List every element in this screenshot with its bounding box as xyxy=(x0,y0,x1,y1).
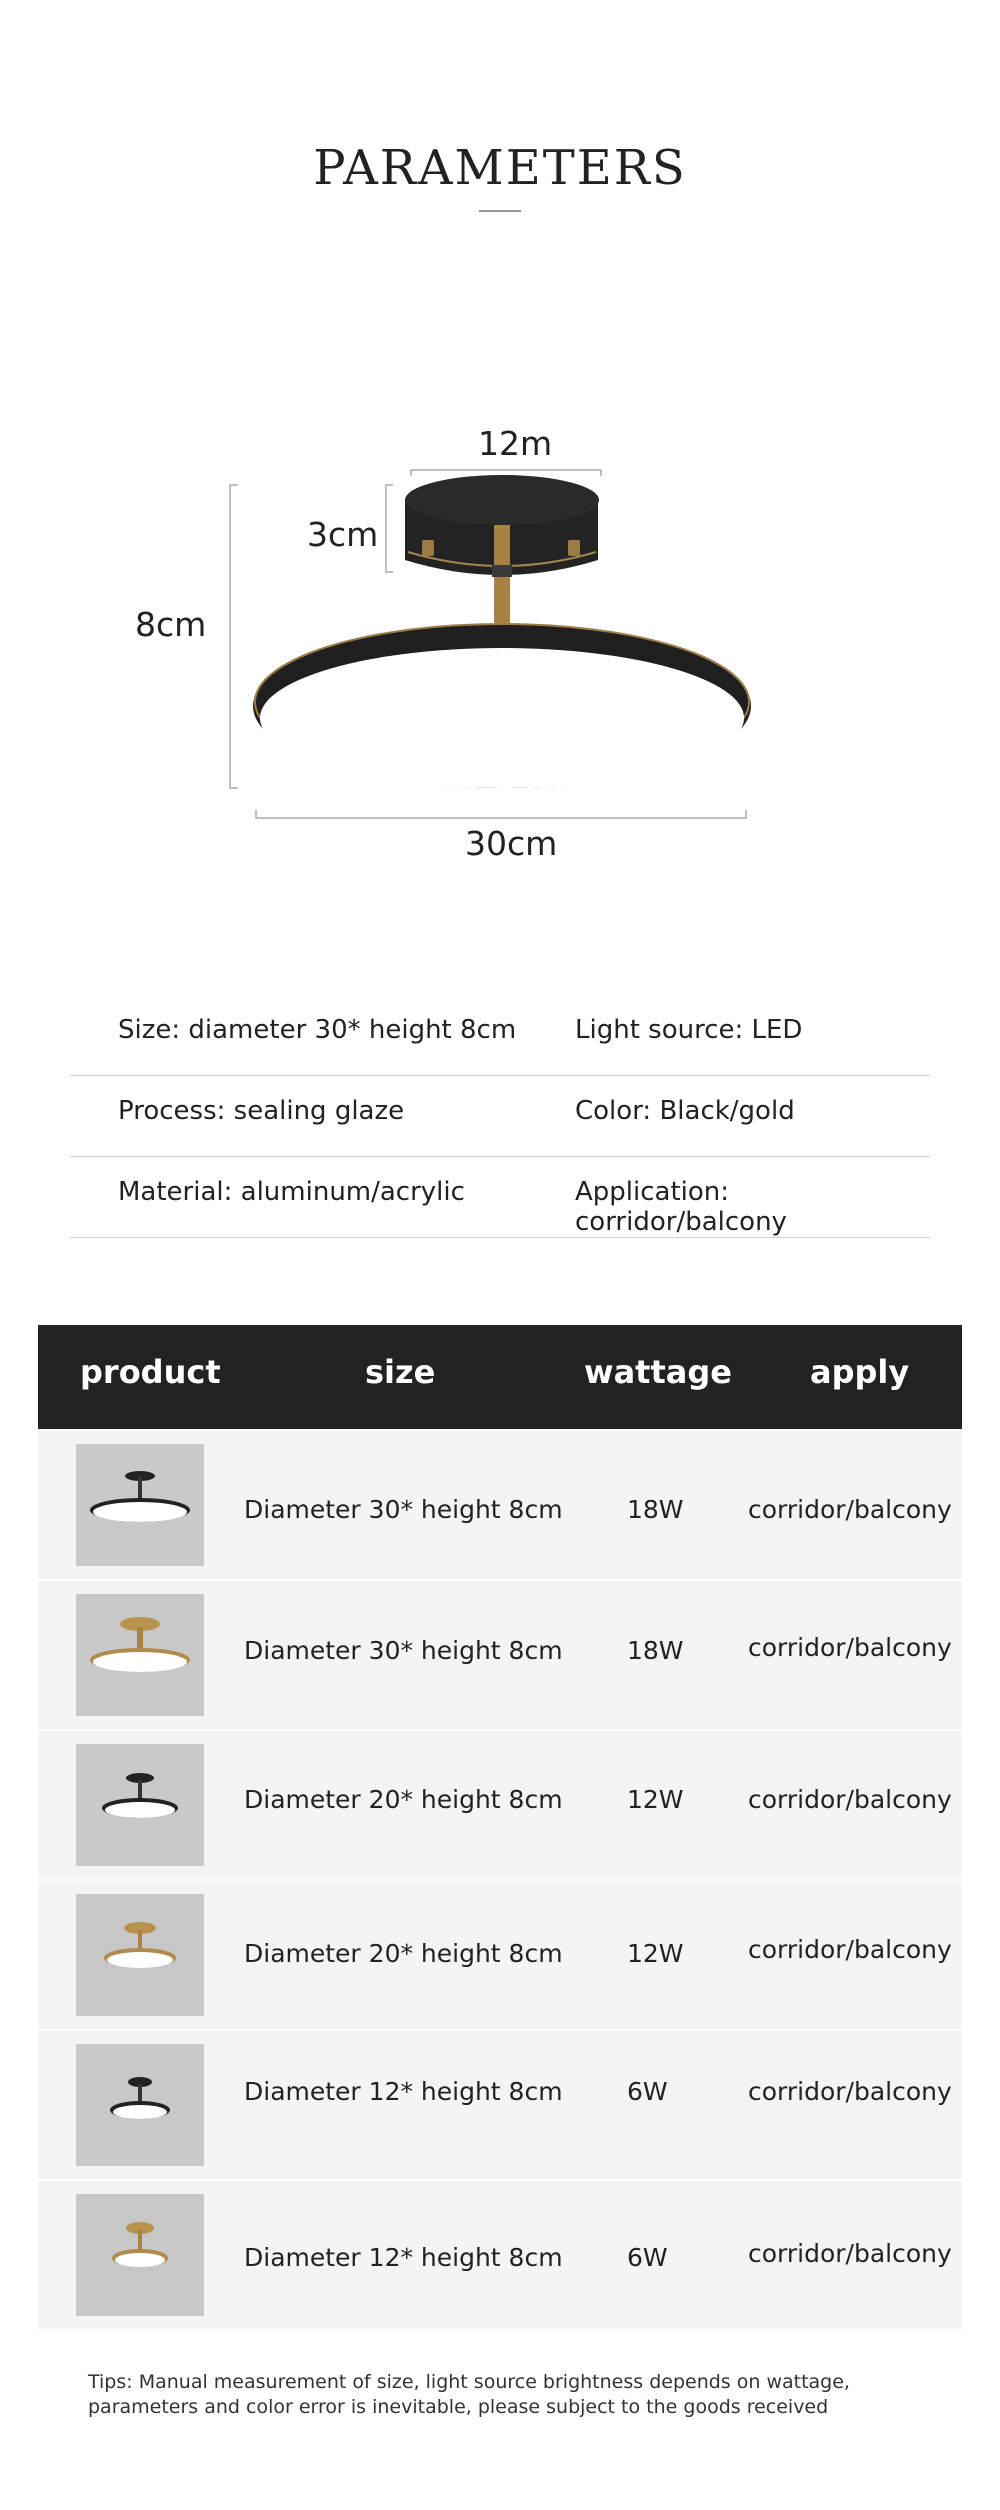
product-thumbnail-black xyxy=(76,1444,204,1566)
table-row xyxy=(38,1881,962,2029)
spec-size: Size: diameter 30* height 8cm xyxy=(118,1015,517,1045)
row-wattage: 18W xyxy=(627,1495,684,1524)
row-size: Diameter 20* height 8cm xyxy=(244,1939,563,1968)
row-wattage: 6W xyxy=(627,2243,668,2272)
row-apply: corridor/balcony xyxy=(748,1785,952,1814)
table-row xyxy=(38,2181,962,2329)
spec-list xyxy=(70,995,930,1238)
table-body xyxy=(38,1431,962,2329)
header-product: product xyxy=(80,1353,221,1391)
spec-row xyxy=(70,995,930,1076)
diameter-label: 30cm xyxy=(465,824,558,863)
product-thumbnail-black xyxy=(76,1744,204,1866)
row-wattage: 12W xyxy=(627,1785,684,1814)
row-apply: corridor/balcony xyxy=(748,1935,952,1964)
table-row xyxy=(38,2031,962,2179)
row-size: Diameter 12* height 8cm xyxy=(244,2243,563,2272)
product-thumbnail-gold xyxy=(76,1594,204,1716)
product-thumbnail-gold xyxy=(76,2194,204,2316)
row-apply: corridor/balcony xyxy=(748,2077,952,2106)
spec-application: Application: corridor/balcony xyxy=(575,1177,787,1237)
base-height-label: 3cm xyxy=(307,515,379,554)
row-wattage: 6W xyxy=(627,2077,668,2106)
product-thumbnail-gold xyxy=(76,1894,204,2016)
page-title: PARAMETERS xyxy=(313,140,687,196)
spec-row xyxy=(70,1157,930,1238)
spec-light-source: Light source: LED xyxy=(575,1015,803,1045)
tips-note: Tips: Manual measurement of size, light source brightness depends on wattage, parameters and color error is inevitable, please subject to the goods received xyxy=(88,2371,850,2418)
row-size: Diameter 20* height 8cm xyxy=(244,1785,563,1814)
table-row xyxy=(38,1581,962,1729)
spec-material: Material: aluminum/acrylic xyxy=(118,1177,465,1207)
table-row xyxy=(38,1431,962,1579)
spec-color: Color: Black/gold xyxy=(575,1096,795,1126)
product-table xyxy=(38,1325,962,2329)
row-size: Diameter 30* height 8cm xyxy=(244,1636,563,1665)
product-thumbnail-black xyxy=(76,2044,204,2166)
header-apply: apply xyxy=(810,1353,910,1391)
row-size: Diameter 30* height 8cm xyxy=(244,1495,563,1524)
title-underline xyxy=(479,210,521,212)
row-wattage: 12W xyxy=(627,1939,684,1968)
spec-row xyxy=(70,1076,930,1157)
total-height-label: 8cm xyxy=(135,605,207,644)
row-wattage: 18W xyxy=(627,1636,684,1665)
row-apply: corridor/balcony xyxy=(748,1495,952,1524)
top-width-label: 12m xyxy=(478,424,553,463)
row-apply: corridor/balcony xyxy=(748,2239,952,2268)
table-row xyxy=(38,1731,962,1879)
row-size: Diameter 12* height 8cm xyxy=(244,2077,563,2106)
row-apply: corridor/balcony xyxy=(748,1633,952,1662)
spec-process: Process: sealing glaze xyxy=(118,1096,405,1126)
lamp-dimension-diagram xyxy=(0,400,1000,900)
header-wattage: wattage xyxy=(584,1353,732,1391)
header-size: size xyxy=(365,1353,436,1391)
table-header xyxy=(38,1325,962,1429)
